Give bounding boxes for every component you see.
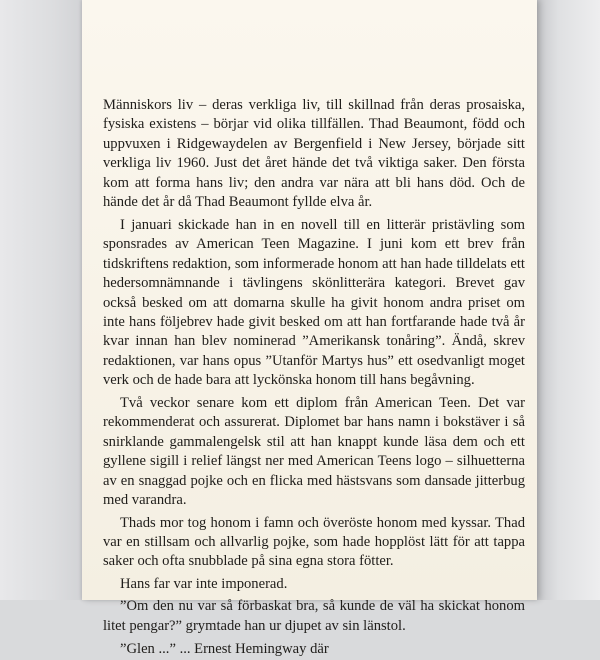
background-left <box>0 0 90 600</box>
paragraph: Hans far var inte imponerad. <box>120 575 288 592</box>
paragraph: Två veckor senare kom ett diplom från American Teen. Det var rekommenderat och assurerat. Diplomet bar hans namn i bokstäver i så snirklande gammalengelsk stil att han knappt kunde läsa dem och ett gyllene sigill i relief längst ner med American Teens logo – silhuetterna av en snaggad pojke och en flicka med hästsvans som dansade jitterbug med varandra. <box>103 394 525 509</box>
paragraph: I januari skickade han in en novell till en litterär pristävling som sponsrades av American Teen Magazine. I juni kom ett brev från tidskriftens redaktion, som informerade honom att han hade tilldelats ett hedersomnämnande i tävlingens skönlitterära kategori. Brevet gav också besked om att domarna skulle ha givit honom andra priset om inte hans följebrev hade givit besked om att han fortfarande hade två år kvar innan han blev nominerad ”Amerikansk tonåring”. Ändå, skrev redaktionen, var hans opus ”Utanför Martys hus” ett osedvanligt moget verk och de hade bara att lyckönska honom till hans begåvning. <box>103 216 525 389</box>
paragraph: Människors liv – deras verkliga liv, till skillnad från deras prosaiska, fysiska existens – börjar vid olika tillfällen. Thad Beaumont, född och uppvuxen i Ridgewaydelen av Bergenfield i New Jersey, började sitt verkliga liv 1960. Just det året hände det två viktiga saker. Den första kom att forma hans liv; den andra var nära att bli hans död. Och de hände det år då Thad Beaumont fyllde elva år. <box>103 97 525 211</box>
background-right <box>530 0 600 600</box>
page-text <box>103 96 525 657</box>
paragraph-partial: ”Glen ...” ... Ernest Hemingway där <box>120 641 329 658</box>
book-page <box>82 0 537 658</box>
paragraph: ”Om den nu var så förbaskat bra, så kunde de väl ha skickat honom litet pengar?” grymtade han ur djupet av sin länstol. <box>103 598 525 634</box>
paragraph: Thads mor tog honom i famn och överöste honom med kyssar. Thad var en stillsam och allvarlig pojke, som hade hopplöst lätt för att tappa saker och ofta snubblade på sina egna stora fötter. <box>103 514 525 570</box>
